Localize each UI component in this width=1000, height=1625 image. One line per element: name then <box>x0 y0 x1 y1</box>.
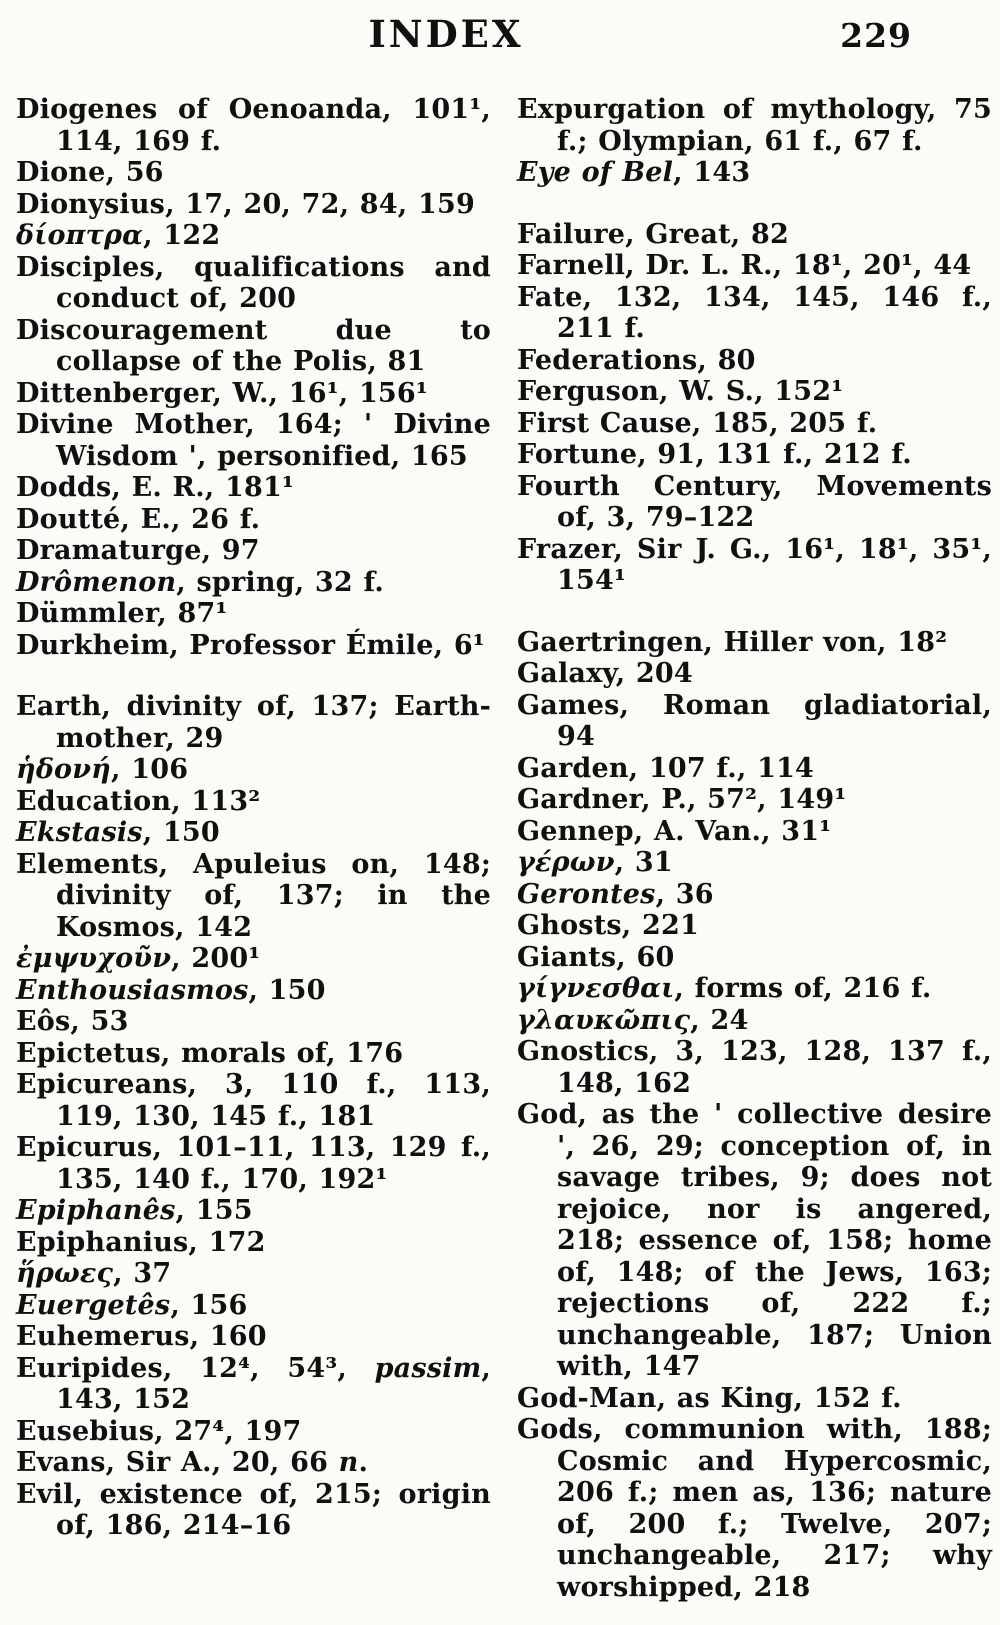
index-entry-text: Euhemerus, 160 <box>16 1321 267 1352</box>
index-entry-text: Gardner, P., 57², 149¹ <box>517 784 847 815</box>
index-entry <box>517 439 992 471</box>
right-column <box>517 94 992 1603</box>
index-entry <box>517 784 992 816</box>
index-entry <box>517 910 992 942</box>
index-entry-italic-text: Eye of Bel <box>517 157 674 188</box>
index-entry <box>517 1383 992 1415</box>
index-entry-text: Dümmler, 87¹ <box>16 598 228 629</box>
index-entry-italic-text: ἡδονή <box>16 754 112 785</box>
index-entry <box>16 598 491 630</box>
index-entry-italic-text: Ekstasis <box>16 817 143 848</box>
index-entry <box>517 219 992 251</box>
index-columns <box>10 94 992 1603</box>
index-entry-text: , 156 <box>170 1289 248 1321</box>
index-entry-text: Gods, communion with, 188; Cosmic and Hypercosmic, 206 f.; men as, 136; nature of, 200 f.; Twelve, 207; unchangeable, 217; why worshipped, 218 <box>517 1414 992 1603</box>
index-entry <box>16 849 491 944</box>
index-entry-text: Fate, 132, 134, 145, 146 f., 211 f. <box>517 281 992 344</box>
index-entry <box>517 690 992 753</box>
index-entry-text: Evil, existence of, 215; origin of, 186, 214–16 <box>16 1478 491 1541</box>
index-entry-text: , 155 <box>175 1195 253 1226</box>
index-entry <box>16 94 491 157</box>
index-entry-text: Federations, 80 <box>517 344 756 376</box>
index-entry-text: Gnostics, 3, 123, 128, 137 f., 148, 162 <box>517 1036 992 1099</box>
index-entry <box>517 1099 992 1383</box>
index-entry <box>517 1036 992 1099</box>
index-entry-italic-text: ἐμψυχοῦν <box>16 943 172 974</box>
index-entry-text: , spring, 32 f. <box>176 566 384 598</box>
index-entry <box>16 220 491 252</box>
index-entry <box>517 753 992 785</box>
index-entry <box>16 1195 491 1227</box>
index-entry-text: Games, Roman gladiatorial, 94 <box>517 689 992 752</box>
index-entry-text: Earth, divinity of, 137; Earth-mother, 29 <box>16 691 491 754</box>
index-entry-text: Fourth Century, Movements of, 3, 79–122 <box>517 470 992 533</box>
index-entry <box>16 1479 491 1542</box>
index-entry-text: Dionysius, 17, 20, 72, 84, 159 <box>16 188 475 220</box>
index-entry-text: Eusebius, 27⁴, 197 <box>16 1415 302 1447</box>
index-entry <box>517 345 992 377</box>
index-entry <box>16 504 491 536</box>
index-entry <box>517 157 992 189</box>
index-entry-italic-text: γέρων <box>517 847 615 878</box>
index-entry-text: , 122 <box>143 220 221 251</box>
index-entry <box>517 973 992 1005</box>
index-entry-text: First Cause, 185, 205 f. <box>517 407 878 439</box>
index-entry <box>517 1005 992 1037</box>
index-entry-text: , 36 <box>655 878 714 910</box>
index-entry-text: Disciples, qualifications and conduct of, 200 <box>16 251 491 314</box>
index-entry-text: Failure, Great, 82 <box>517 218 789 250</box>
index-entry <box>517 94 992 157</box>
index-entry-text: Euripides, 12⁴, 54³, <box>16 1352 375 1384</box>
index-entry-text: . <box>358 1447 369 1478</box>
index-entry-text: Epiphanius, 172 <box>16 1226 266 1258</box>
index-entry-text: Evans, Sir A., 20, 66 <box>16 1447 339 1478</box>
index-entry-text: Epicurus, 101–11, 113, 129 f., 135, 140 f., 170, 192¹ <box>16 1132 491 1195</box>
index-entry <box>517 879 992 911</box>
index-entry-text: , 31 <box>614 847 673 878</box>
page-number: 229 <box>840 16 912 55</box>
left-column <box>16 94 491 1603</box>
index-entry <box>517 816 992 848</box>
index-entry <box>16 754 491 786</box>
index-entry-italic-text: ἥρωες <box>16 1258 114 1289</box>
index-entry-text: Ferguson, W. S., 152¹ <box>517 376 844 407</box>
index-entry-text: Garden, 107 f., 114 <box>517 752 815 784</box>
index-entry <box>16 1227 491 1259</box>
index-entry <box>517 534 992 597</box>
index-entry <box>517 658 992 690</box>
index-entry-italic-text: Enthousiasmos <box>16 974 249 1006</box>
index-entry-text: Dittenberger, W., 16¹, 156¹ <box>16 377 428 409</box>
index-entry <box>16 157 491 189</box>
index-entry-text: Expurgation of mythology, 75 f.; Olympian, 61 f., 67 f. <box>517 94 992 157</box>
index-entry <box>16 817 491 849</box>
index-entry <box>517 1414 992 1603</box>
index-entry-text: Farnell, Dr. L. R., 18¹, 20¹, 44 <box>517 250 972 281</box>
index-entry-italic-text: γίγνεσθαι <box>517 973 675 1004</box>
index-entry-text: Gaertringen, Hiller von, 18² <box>517 626 948 658</box>
index-entry-text: Frazer, Sir J. G., 16¹, 18¹, 35¹, 154¹ <box>517 533 992 596</box>
index-entry-italic-text: Drômenon <box>16 566 177 598</box>
index-entry-text: Giants, 60 <box>517 941 675 973</box>
index-entry-text: , 143, 152 <box>56 1352 491 1415</box>
index-entry <box>16 691 491 754</box>
index-entry <box>16 189 491 221</box>
index-entry <box>16 630 491 662</box>
index-entry-italic-text: Epiphanês <box>16 1195 176 1226</box>
index-entry-text: Ghosts, 221 <box>517 910 699 941</box>
index-entry-text: Dodds, E. R., 181¹ <box>16 472 294 503</box>
index-entry <box>517 627 992 659</box>
index-entry-text: Divine Mother, 164; ' Divine Wisdom ', personified, 165 <box>16 409 491 472</box>
index-entry-text: Elements, Apuleius on, 148; divinity of, 137; in the Kosmos, 142 <box>16 848 491 943</box>
index-entry <box>16 1416 491 1448</box>
index-entry-italic-text: γλαυκῶπις <box>517 1004 691 1036</box>
page-header <box>10 12 992 70</box>
index-entry <box>517 847 992 879</box>
index-entry <box>517 282 992 345</box>
index-entry <box>16 1447 491 1479</box>
index-entry <box>16 1132 491 1195</box>
page-title: INDEX <box>368 12 524 56</box>
index-entry-italic-text: Euergetês <box>16 1289 171 1321</box>
index-entry <box>16 567 491 599</box>
index-entry-text: Discouragement due to collapse of the Polis, 81 <box>16 314 491 377</box>
index-entry <box>517 471 992 534</box>
index-entry <box>517 942 992 974</box>
index-entry-italic-text: δίοπτρα <box>16 220 144 251</box>
index-entry-text: Doutté, E., 26 f. <box>16 503 261 535</box>
index-entry <box>16 1290 491 1322</box>
index-entry <box>16 975 491 1007</box>
index-entry-text: , 143 <box>673 157 751 188</box>
index-entry-italic-text: passim <box>374 1352 482 1384</box>
index-entry-text: Epictetus, morals of, 176 <box>16 1037 404 1069</box>
index-entry-text: God, as the ' collective desire ', 26, 29; conception of, in savage tribes, 9; does not rejoice, nor is angered, 218; essence of, 158; home of, 148; of the Jews, 163; rejections of, 222 f.; unchangeable, 187; Union with, 147 <box>517 1099 992 1382</box>
index-entry <box>16 315 491 378</box>
index-entry <box>16 378 491 410</box>
index-entry-text: Galaxy, 204 <box>517 658 693 689</box>
index-entry-text: , 24 <box>690 1004 749 1036</box>
index-entry-text: Durkheim, Professor Émile, 6¹ <box>16 629 485 661</box>
index-entry-text: Diogenes of Oenoanda, 101¹, 114, 169 f. <box>16 94 491 157</box>
index-entry-text: Eôs, 53 <box>16 1006 129 1037</box>
index-entry <box>16 1321 491 1353</box>
index-entry-italic-text: n <box>338 1447 359 1478</box>
index-entry <box>517 250 992 282</box>
index-entry-text: , forms of, 216 f. <box>674 973 932 1004</box>
index-entry-text: , 106 <box>111 754 189 785</box>
index-entry-text: , 150 <box>142 817 220 848</box>
index-entry <box>16 535 491 567</box>
index-entry-text: , 200¹ <box>171 943 261 974</box>
index-entry-italic-text: Gerontes <box>517 878 656 910</box>
index-entry-text: , 37 <box>113 1258 172 1289</box>
index-entry <box>16 1069 491 1132</box>
index-entry-text: , 150 <box>248 974 326 1006</box>
index-entry-text: Dione, 56 <box>16 157 164 188</box>
index-entry <box>16 1038 491 1070</box>
index-entry-text: Fortune, 91, 131 f., 212 f. <box>517 439 912 470</box>
index-entry <box>517 376 992 408</box>
index-entry <box>517 408 992 440</box>
index-entry <box>16 786 491 818</box>
index-entry <box>16 472 491 504</box>
index-entry-text: God-Man, as King, 152 f. <box>517 1382 902 1414</box>
index-entry <box>16 1006 491 1038</box>
index-entry-text: Dramaturge, 97 <box>16 535 260 566</box>
index-entry-text: Education, 113² <box>16 785 261 817</box>
index-entry-text: Epicureans, 3, 110 f., 113, 119, 130, 145 f., 181 <box>16 1069 491 1132</box>
index-entry <box>16 1258 491 1290</box>
index-entry <box>16 409 491 472</box>
index-entry <box>16 943 491 975</box>
index-entry <box>16 252 491 315</box>
index-entry-text: Gennep, A. Van., 31¹ <box>517 815 832 847</box>
index-entry <box>16 1353 491 1416</box>
